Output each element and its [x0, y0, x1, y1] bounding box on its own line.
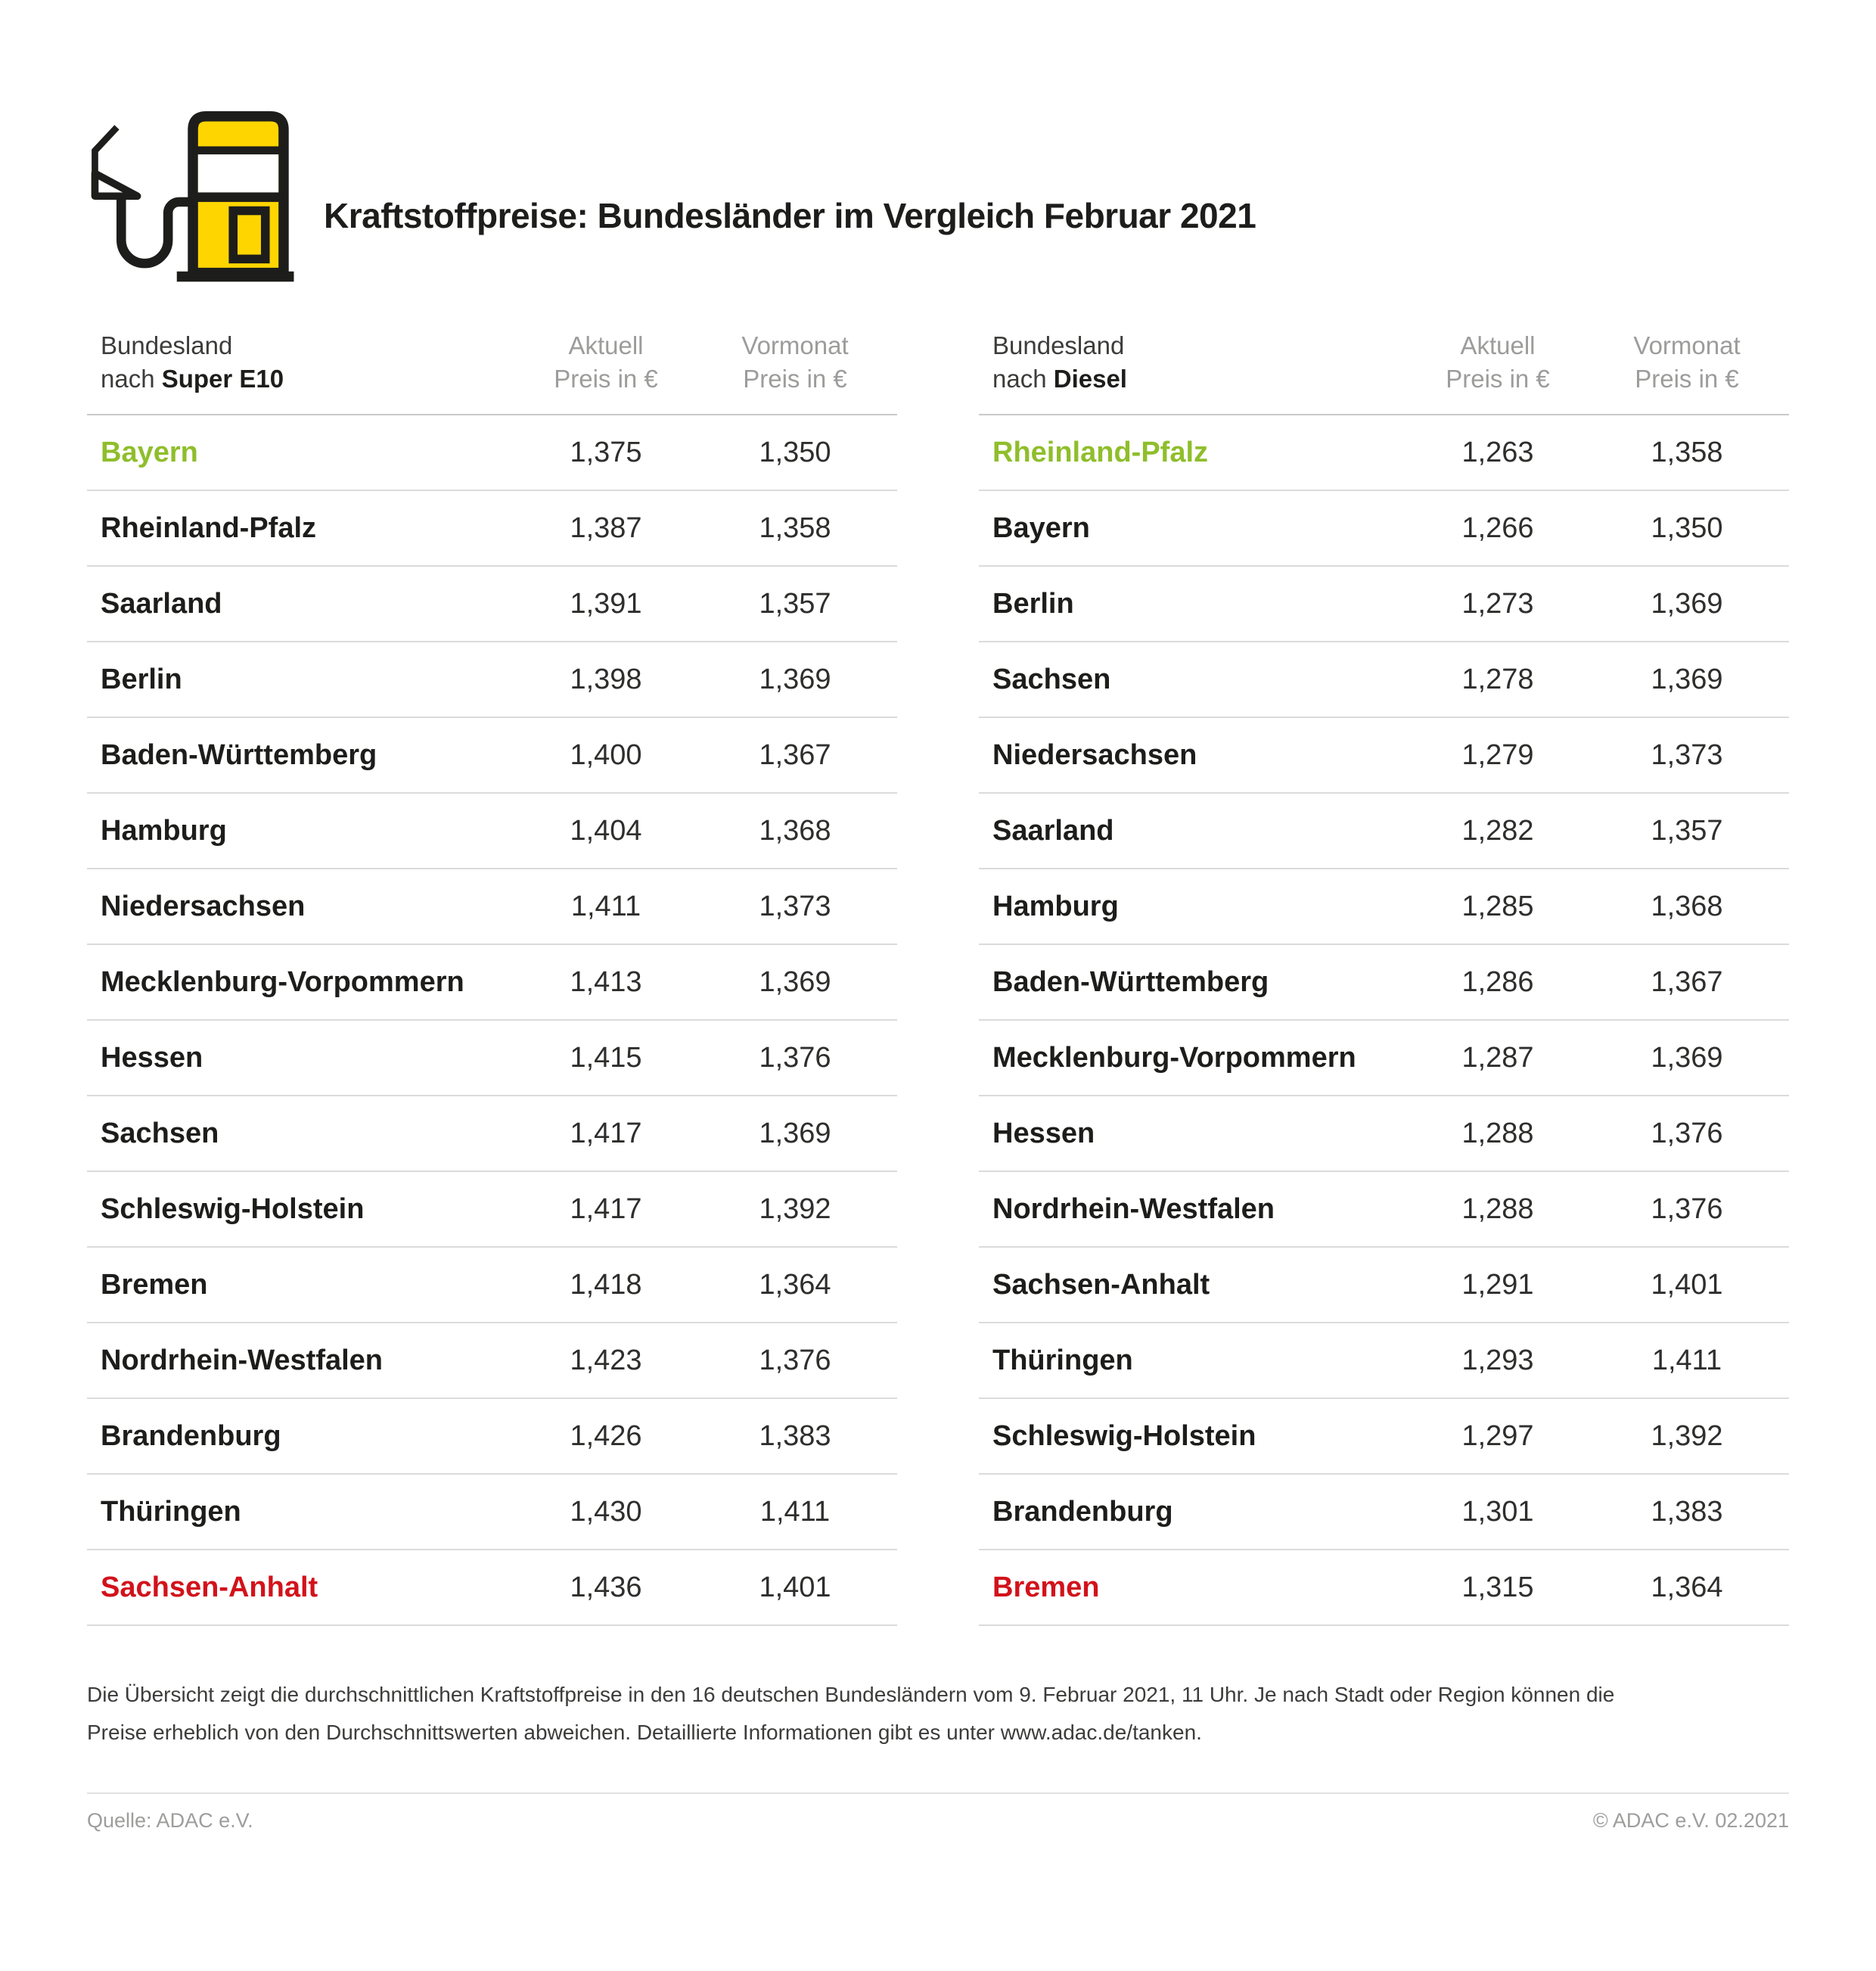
- table-row: [87, 945, 897, 1021]
- table-row: [979, 1172, 1789, 1248]
- table-row: [87, 1172, 897, 1248]
- table-row: [979, 945, 1789, 1021]
- bundesland-name: Niedersachsen: [992, 738, 1197, 771]
- bundesland-name: Baden-Württemberg: [992, 965, 1269, 998]
- table-row: [979, 415, 1789, 491]
- aktuell-price: 1,413: [570, 965, 642, 998]
- table-row: [979, 1550, 1789, 1626]
- table-row: [979, 1323, 1789, 1399]
- bundesland-name: Brandenburg: [101, 1419, 281, 1452]
- vormonat-price: 1,367: [1651, 965, 1723, 998]
- bundesland-name: Sachsen: [992, 663, 1111, 695]
- column-header-vormonat: Vormonat Preis in €: [1633, 331, 1741, 393]
- bundesland-name: Bayern: [101, 436, 198, 468]
- bundesland-name: Sachsen: [101, 1117, 219, 1149]
- vormonat-price: 1,358: [1651, 436, 1723, 468]
- bundesland-name: Nordrhein-Westfalen: [101, 1344, 384, 1376]
- table-row: [87, 869, 897, 945]
- table-row: [979, 794, 1789, 869]
- table-row: [87, 1323, 897, 1399]
- aktuell-price: 1,436: [570, 1571, 642, 1603]
- table-row: [87, 415, 897, 491]
- footer-divider: [87, 1792, 1789, 1794]
- vormonat-price: 1,373: [1651, 738, 1723, 771]
- vormonat-price: 1,369: [1651, 587, 1723, 620]
- vormonat-price: 1,376: [759, 1344, 831, 1376]
- bundesland-name: Sachsen-Anhalt: [992, 1268, 1210, 1301]
- page-title: Kraftstoffpreise: Bundesländer im Vergleich Februar 2021: [324, 196, 1256, 235]
- vormonat-price: 1,369: [759, 663, 831, 695]
- vormonat-price: 1,357: [1651, 814, 1723, 847]
- super-e10-table: [87, 329, 897, 1626]
- table-row: [979, 1399, 1789, 1475]
- aktuell-price: 1,278: [1461, 663, 1534, 695]
- aktuell-price: 1,411: [570, 890, 641, 922]
- tables-container: [87, 329, 1789, 1626]
- aktuell-price: 1,301: [1461, 1495, 1534, 1528]
- vormonat-price: 1,367: [759, 738, 831, 771]
- aktuell-price: 1,430: [570, 1495, 642, 1528]
- bundesland-name: Schleswig-Holstein: [992, 1419, 1256, 1452]
- aktuell-price: 1,417: [570, 1192, 642, 1225]
- vormonat-price: 1,369: [1651, 1041, 1723, 1074]
- table-row: [87, 1475, 897, 1550]
- super-e10-table-body: [87, 415, 897, 1626]
- fuel-label-diesel: Diesel: [1053, 365, 1127, 393]
- table-row: [87, 491, 897, 567]
- vormonat-price: 1,376: [1651, 1192, 1723, 1225]
- vormonat-price: 1,358: [759, 511, 831, 544]
- bundesland-name: Berlin: [992, 587, 1074, 620]
- bundesland-name: Thüringen: [101, 1495, 241, 1528]
- bundesland-name: Thüringen: [992, 1344, 1133, 1376]
- table-row: [979, 1248, 1789, 1323]
- aktuell-price: 1,415: [570, 1041, 642, 1074]
- vormonat-price: 1,411: [759, 1495, 831, 1528]
- vormonat-price: 1,364: [1651, 1571, 1723, 1603]
- table-row: [87, 794, 897, 869]
- aktuell-price: 1,418: [570, 1268, 642, 1301]
- footer: [87, 1809, 1789, 1833]
- bundesland-name: Sachsen-Anhalt: [101, 1571, 318, 1603]
- table-row: [87, 1248, 897, 1323]
- bundesland-name: Rheinland-Pfalz: [992, 436, 1209, 468]
- aktuell-price: 1,288: [1461, 1192, 1534, 1225]
- table-row: [979, 491, 1789, 567]
- bundesland-name: Schleswig-Holstein: [101, 1192, 365, 1225]
- aktuell-price: 1,285: [1461, 890, 1534, 922]
- bundesland-name: Hessen: [101, 1041, 203, 1074]
- aktuell-price: 1,400: [570, 738, 642, 771]
- footnote-line-2: Preise erheblich von den Durchschnittswerten abweichen. Detaillierte Informationen gibt es unter www.adac.de/tanken.: [87, 1721, 1202, 1744]
- aktuell-price: 1,391: [570, 587, 642, 620]
- bundesland-name: Bayern: [992, 511, 1090, 544]
- bundesland-name: Mecklenburg-Vorpommern: [992, 1041, 1356, 1074]
- vormonat-price: 1,369: [1651, 663, 1723, 695]
- aktuell-price: 1,263: [1461, 436, 1534, 468]
- table-row: [979, 869, 1789, 945]
- super-e10-table-header: [87, 329, 897, 415]
- aktuell-price: 1,387: [570, 511, 642, 544]
- fuel-pump-icon: [83, 106, 304, 297]
- bundesland-name: Saarland: [992, 814, 1114, 847]
- bundesland-name: Hamburg: [101, 814, 227, 847]
- vormonat-price: 1,383: [1651, 1495, 1723, 1528]
- bundesland-name: Niedersachsen: [101, 890, 306, 922]
- diesel-table-body: [979, 415, 1789, 1626]
- vormonat-price: 1,364: [759, 1268, 831, 1301]
- vormonat-price: 1,376: [759, 1041, 831, 1074]
- table-row: [979, 1475, 1789, 1550]
- table-row: [979, 642, 1789, 718]
- column-header-aktuell: Aktuell Preis in €: [1446, 331, 1550, 393]
- nach-label: nach: [992, 365, 1047, 393]
- vormonat-price: 1,357: [759, 587, 831, 620]
- bundesland-name: Bremen: [992, 1571, 1100, 1603]
- column-header-bundesland: [992, 329, 1403, 396]
- bundesland-name: Bremen: [101, 1268, 208, 1301]
- vormonat-price: 1,368: [759, 814, 831, 847]
- bundesland-name: Brandenburg: [992, 1495, 1173, 1528]
- bundesland-name: Hamburg: [992, 890, 1119, 922]
- bundesland-label: Bundesland: [992, 331, 1125, 359]
- aktuell-price: 1,404: [570, 814, 642, 847]
- vormonat-price: 1,376: [1651, 1117, 1723, 1149]
- aktuell-price: 1,266: [1461, 511, 1534, 544]
- nach-label: nach: [101, 365, 155, 393]
- bundesland-name: Rheinland-Pfalz: [101, 511, 317, 544]
- aktuell-price: 1,293: [1461, 1344, 1534, 1376]
- bundesland-name: Nordrhein-Westfalen: [992, 1192, 1275, 1225]
- diesel-table-header: [979, 329, 1789, 415]
- footnote-line-1: Die Übersicht zeigt die durchschnittlichen Kraftstoffpreise in den 16 deutschen Bundesländern vom 9. Februar 2021, 11 Uhr. Je nach Stadt oder Region können die: [87, 1683, 1615, 1706]
- aktuell-price: 1,375: [570, 436, 642, 468]
- vormonat-price: 1,373: [759, 890, 831, 922]
- aktuell-price: 1,426: [570, 1419, 642, 1452]
- bundesland-label: Bundesland: [101, 331, 233, 359]
- table-row: [87, 567, 897, 642]
- table-row: [87, 1550, 897, 1626]
- table-row: [87, 1021, 897, 1096]
- aktuell-price: 1,423: [570, 1344, 642, 1376]
- column-header-bundesland: [101, 329, 511, 396]
- aktuell-price: 1,417: [570, 1117, 642, 1149]
- bundesland-name: Berlin: [101, 663, 182, 695]
- column-header-aktuell: Aktuell Preis in €: [554, 331, 658, 393]
- aktuell-price: 1,398: [570, 663, 642, 695]
- vormonat-price: 1,350: [759, 436, 831, 468]
- bundesland-name: Saarland: [101, 587, 222, 620]
- source-text: Quelle: ADAC e.V.: [87, 1809, 253, 1832]
- diesel-table: [979, 329, 1789, 1626]
- header: [83, 106, 1789, 297]
- table-row: [979, 1021, 1789, 1096]
- vormonat-price: 1,383: [759, 1419, 831, 1452]
- table-row: [87, 1399, 897, 1475]
- infographic-page: [0, 106, 1876, 1971]
- table-row: [979, 1096, 1789, 1172]
- table-row: [979, 718, 1789, 794]
- aktuell-price: 1,282: [1461, 814, 1534, 847]
- footnote: [87, 1676, 1789, 1752]
- column-header-vormonat: Vormonat Preis in €: [741, 331, 849, 393]
- vormonat-price: 1,369: [759, 965, 831, 998]
- vormonat-price: 1,369: [759, 1117, 831, 1149]
- table-row: [87, 1096, 897, 1172]
- vormonat-price: 1,401: [1651, 1268, 1723, 1301]
- bundesland-name: Mecklenburg-Vorpommern: [101, 965, 464, 998]
- aktuell-price: 1,291: [1461, 1268, 1534, 1301]
- table-row: [87, 642, 897, 718]
- table-row: [87, 718, 897, 794]
- bundesland-name: Hessen: [992, 1117, 1095, 1149]
- vormonat-price: 1,392: [759, 1192, 831, 1225]
- bundesland-name: Baden-Württemberg: [101, 738, 377, 771]
- table-row: [979, 567, 1789, 642]
- vormonat-price: 1,411: [1651, 1344, 1722, 1376]
- vormonat-price: 1,392: [1651, 1419, 1723, 1452]
- vormonat-price: 1,401: [759, 1571, 831, 1603]
- aktuell-price: 1,315: [1461, 1571, 1534, 1603]
- vormonat-price: 1,350: [1651, 511, 1723, 544]
- aktuell-price: 1,273: [1461, 587, 1534, 620]
- aktuell-price: 1,279: [1461, 738, 1534, 771]
- aktuell-price: 1,286: [1461, 965, 1534, 998]
- aktuell-price: 1,287: [1461, 1041, 1534, 1074]
- vormonat-price: 1,368: [1651, 890, 1723, 922]
- aktuell-price: 1,297: [1461, 1419, 1534, 1452]
- copyright-text: © ADAC e.V. 02.2021: [1592, 1809, 1789, 1832]
- fuel-label-super-e10: Super E10: [161, 365, 284, 393]
- aktuell-price: 1,288: [1461, 1117, 1534, 1149]
